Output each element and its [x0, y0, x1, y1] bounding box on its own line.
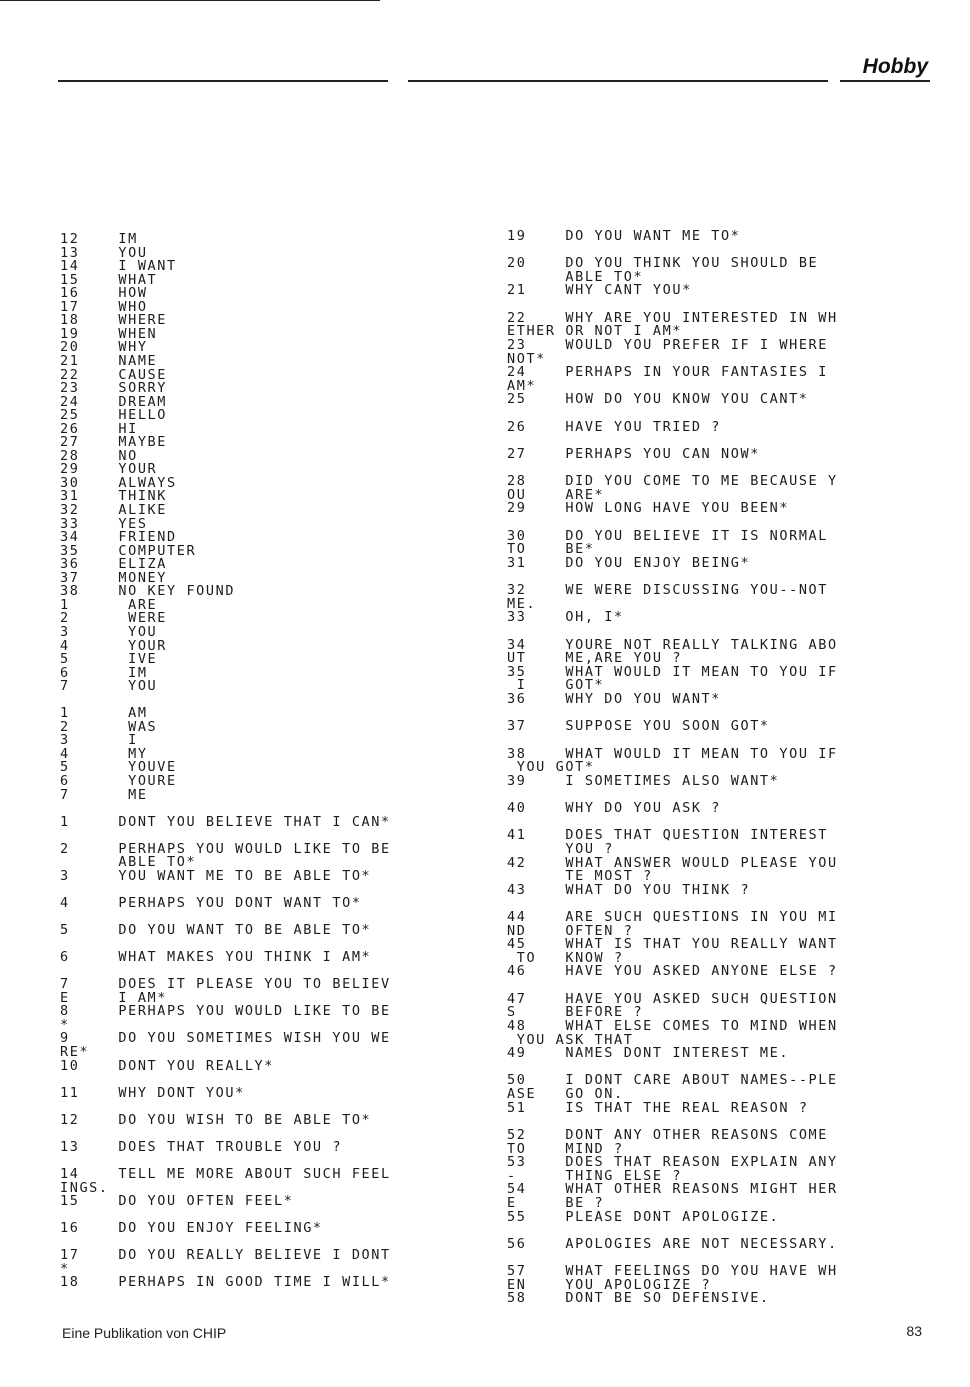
listing-line: 16 HOW — [60, 285, 148, 302]
listing-line: 7 YOU — [60, 678, 158, 695]
listing-line: 31 THINK — [60, 488, 168, 505]
listing-line: 25 HELLO — [60, 407, 168, 424]
listing-line: 27 MAYBE — [60, 434, 168, 451]
listing-line: 37 SUPPOSE YOU SOON GOT* — [507, 718, 770, 735]
listing-line: 23 SORRY — [60, 380, 168, 397]
listing-line: 37 MONEY — [60, 569, 168, 586]
listing-line: 6 WHAT MAKES YOU THINK I AM* — [60, 949, 372, 966]
listing-line: YOU ASK THAT — [507, 1031, 634, 1048]
listing-line: 18 PERHAPS IN GOOD TIME I WILL* — [60, 1274, 391, 1291]
listing-line: 1 DONT YOU BELIEVE THAT I CAN* — [60, 813, 391, 830]
listing-line: 19 WHEN — [60, 325, 158, 342]
listing-line: 58 DONT BE SO DEFENSIVE. — [507, 1290, 770, 1307]
listing-line: S BEFORE ? — [507, 1004, 644, 1021]
listing-line: 40 WHY DO YOU ASK ? — [507, 800, 722, 817]
listing-line: 4 YOUR — [60, 637, 168, 654]
listing-line: EN YOU APOLOGIZE ? — [507, 1276, 712, 1293]
listing-line: 34 FRIEND — [60, 529, 177, 546]
listing-line: 36 ELIZA — [60, 556, 168, 573]
listing-line: 14 TELL ME MORE ABOUT SUCH FEEL — [60, 1165, 391, 1182]
listing-line: 20 DO YOU THINK YOU SHOULD BE — [507, 255, 819, 272]
listing-line: 51 IS THAT THE REAL REASON ? — [507, 1099, 809, 1116]
listing-line: 8 PERHAPS YOU WOULD LIKE TO BE — [60, 1003, 391, 1020]
listing-line: 28 DID YOU COME TO ME BECAUSE Y — [507, 473, 838, 490]
listing-line: 5 IVE — [60, 651, 158, 668]
listing-line: * — [60, 1260, 70, 1277]
listing-line: 15 WHAT — [60, 271, 158, 288]
listing-line: 52 DONT ANY OTHER REASONS COME — [507, 1126, 829, 1143]
listing-line: 35 WHAT WOULD IT MEAN TO YOU IF — [507, 663, 838, 680]
listing-line: NOT* — [507, 350, 546, 367]
header-rule-left — [58, 80, 388, 82]
listing-line: 19 DO YOU WANT ME TO* — [507, 228, 741, 244]
listing-line: 4 MY — [60, 745, 148, 762]
listing-line: 2 WAS — [60, 718, 158, 735]
listing-line: ASE GO ON. — [507, 1086, 624, 1103]
listing-line: 17 WHO — [60, 298, 148, 315]
listing-line: 13 DOES THAT TROUBLE YOU ? — [60, 1138, 343, 1155]
listing-line: 1 ARE — [60, 596, 158, 613]
listing-line: 27 PERHAPS YOU CAN NOW* — [507, 445, 760, 462]
listing-line: 38 WHAT WOULD IT MEAN TO YOU IF — [507, 745, 838, 762]
listing-line: 34 YOURE NOT REALLY TALKING ABO — [507, 636, 838, 653]
listing-line: 7 ME — [60, 786, 148, 803]
listing-line: 14 I WANT — [60, 258, 177, 275]
listing-line: 33 YES — [60, 515, 148, 532]
listing-line: 33 OH, I* — [507, 609, 624, 626]
listing-line: 12 DO YOU WISH TO BE ABLE TO* — [60, 1111, 372, 1128]
listing-line: 47 HAVE YOU ASKED SUCH QUESTION — [507, 990, 838, 1007]
listing-line: 53 DOES THAT REASON EXPLAIN ANY — [507, 1154, 838, 1171]
listing-line: 5 DO YOU WANT TO BE ABLE TO* — [60, 922, 372, 939]
publisher-credit: Eine Publikation von CHIP — [62, 1325, 227, 1341]
listing-line: 12 IM — [60, 231, 138, 247]
listing-line: 56 APOLOGIES ARE NOT NECESSARY. — [507, 1235, 838, 1252]
listing-line: 26 HI — [60, 420, 138, 437]
listing-line: AM* — [507, 377, 537, 394]
listing-line: 38 NO KEY FOUND — [60, 583, 236, 600]
listing-line: 1 AM — [60, 705, 148, 722]
listing-line: 43 WHAT DO YOU THINK ? — [507, 881, 751, 898]
listing-line: 42 WHAT ANSWER WOULD PLEASE YOU — [507, 854, 838, 871]
listing-line: YOU GOT* — [507, 759, 595, 776]
listing-line: 3 YOU WANT ME TO BE ABLE TO* — [60, 867, 372, 884]
section-title: Hobby — [862, 55, 928, 78]
listing-line: 30 ALWAYS — [60, 474, 177, 491]
listing-line: 25 HOW DO YOU KNOW YOU CANT* — [507, 391, 809, 408]
listing-line: 9 DO YOU SOMETIMES WISH YOU WE — [60, 1030, 391, 1047]
listing-line: 24 PERHAPS IN YOUR FANTASIES I — [507, 364, 829, 381]
listing-line: 48 WHAT ELSE COMES TO MIND WHEN — [507, 1017, 838, 1034]
listing-line: UT ME,ARE YOU ? — [507, 650, 683, 667]
listing-line: TO KNOW ? — [507, 949, 624, 966]
listing-line: YOU ? — [507, 840, 615, 857]
listing-line: 7 DOES IT PLEASE YOU TO BELIEV — [60, 976, 391, 993]
listing-line: 39 I SOMETIMES ALSO WANT* — [507, 772, 780, 789]
page-number: 83 — [906, 1323, 922, 1339]
listing-line: 31 DO YOU ENJOY BEING* — [507, 554, 751, 571]
listing-line: 54 WHAT OTHER REASONS MIGHT HER — [507, 1181, 838, 1198]
listing-line: 29 HOW LONG HAVE YOU BEEN* — [507, 500, 790, 517]
header-rule-right — [840, 80, 930, 82]
listing-line: E I AM* — [60, 989, 168, 1006]
listing-line: 32 ALIKE — [60, 502, 168, 518]
listing-line: 49 NAMES DONT INTEREST ME. — [507, 1045, 790, 1062]
listing-line: I GOT* — [507, 677, 605, 694]
listing-line: 24 DREAM — [60, 393, 168, 410]
listing-line: 32 WE WERE DISCUSSING YOU--NOT — [507, 582, 829, 599]
listing-line: 3 YOU — [60, 623, 158, 640]
listing-line: 18 WHERE — [60, 312, 168, 329]
listing-line: ND OFTEN ? — [507, 922, 634, 939]
listing-line: 45 WHAT IS THAT YOU REALLY WANT — [507, 936, 838, 953]
listing-line: 13 YOU — [60, 244, 148, 261]
listing-line: 3 I — [60, 732, 138, 749]
listing-line: 10 DONT YOU REALLY* — [60, 1057, 275, 1074]
listing-line: 36 WHY DO YOU WANT* — [507, 691, 722, 708]
listing-line: INGS. — [60, 1179, 109, 1196]
listing-line: 22 CAUSE — [60, 366, 168, 383]
listing-line: 15 DO YOU OFTEN FEEL* — [60, 1193, 294, 1210]
listing-line: 44 ARE SUCH QUESTIONS IN YOU MI — [507, 909, 838, 925]
header-rule-middle — [408, 80, 828, 82]
listing-line: 57 WHAT FEELINGS DO YOU HAVE WH — [507, 1263, 838, 1280]
listing-line: 30 DO YOU BELIEVE IT IS NORMAL — [507, 527, 829, 544]
listing-line: - THING ELSE ? — [507, 1167, 683, 1184]
listing-line: 22 WHY ARE YOU INTERESTED IN WH — [507, 309, 838, 326]
listing-line: 21 WHY CANT YOU* — [507, 282, 692, 299]
listing-line: 23 WOULD YOU PREFER IF I WHERE — [507, 336, 829, 353]
listing-line: 46 HAVE YOU ASKED ANYONE ELSE ? — [507, 963, 838, 980]
listing-line: 6 YOURE — [60, 773, 177, 789]
listing-line: ABLE TO* — [507, 268, 644, 285]
listing-line: TO MIND ? — [507, 1140, 624, 1157]
listing-line: 21 NAME — [60, 352, 158, 369]
listing-line: 50 I DONT CARE ABOUT NAMES--PLE — [507, 1072, 838, 1089]
listing-line: 2 WERE — [60, 610, 168, 627]
listing-line: ABLE TO* — [60, 854, 197, 871]
listing-line: 11 WHY DONT YOU* — [60, 1084, 245, 1101]
listing-line: 26 HAVE YOU TRIED ? — [507, 418, 722, 435]
listing-line: 5 YOUVE — [60, 759, 177, 776]
listing-line: 2 PERHAPS YOU WOULD LIKE TO BE — [60, 840, 391, 857]
listing-line: 6 IM — [60, 664, 148, 681]
listing-line: TO BE* — [507, 541, 595, 558]
listing-line: RE* — [60, 1044, 90, 1060]
listing-line: 28 NO — [60, 447, 138, 464]
listing-line: 4 PERHAPS YOU DONT WANT TO* — [60, 894, 362, 911]
listing-line: 41 DOES THAT QUESTION INTEREST — [507, 827, 829, 844]
listing-line: 55 PLEASE DONT APOLOGIZE. — [507, 1208, 780, 1225]
listing-line: 17 DO YOU REALLY BELIEVE I DONT — [60, 1247, 391, 1264]
listing-line: 29 YOUR — [60, 461, 158, 478]
listing-line: OU ARE* — [507, 486, 605, 503]
listing-line: 35 COMPUTER — [60, 542, 197, 559]
listing-line: * — [60, 1016, 70, 1033]
listing-line: E BE ? — [507, 1195, 605, 1212]
listing-line: ETHER OR NOT I AM* — [507, 323, 683, 340]
listing-line: ME. — [507, 595, 537, 612]
listing-line: TE MOST ? — [507, 868, 653, 885]
top-edge-rule — [0, 0, 380, 1]
listing-line: 16 DO YOU ENJOY FEELING* — [60, 1220, 323, 1237]
listing-line: 20 WHY — [60, 339, 148, 356]
